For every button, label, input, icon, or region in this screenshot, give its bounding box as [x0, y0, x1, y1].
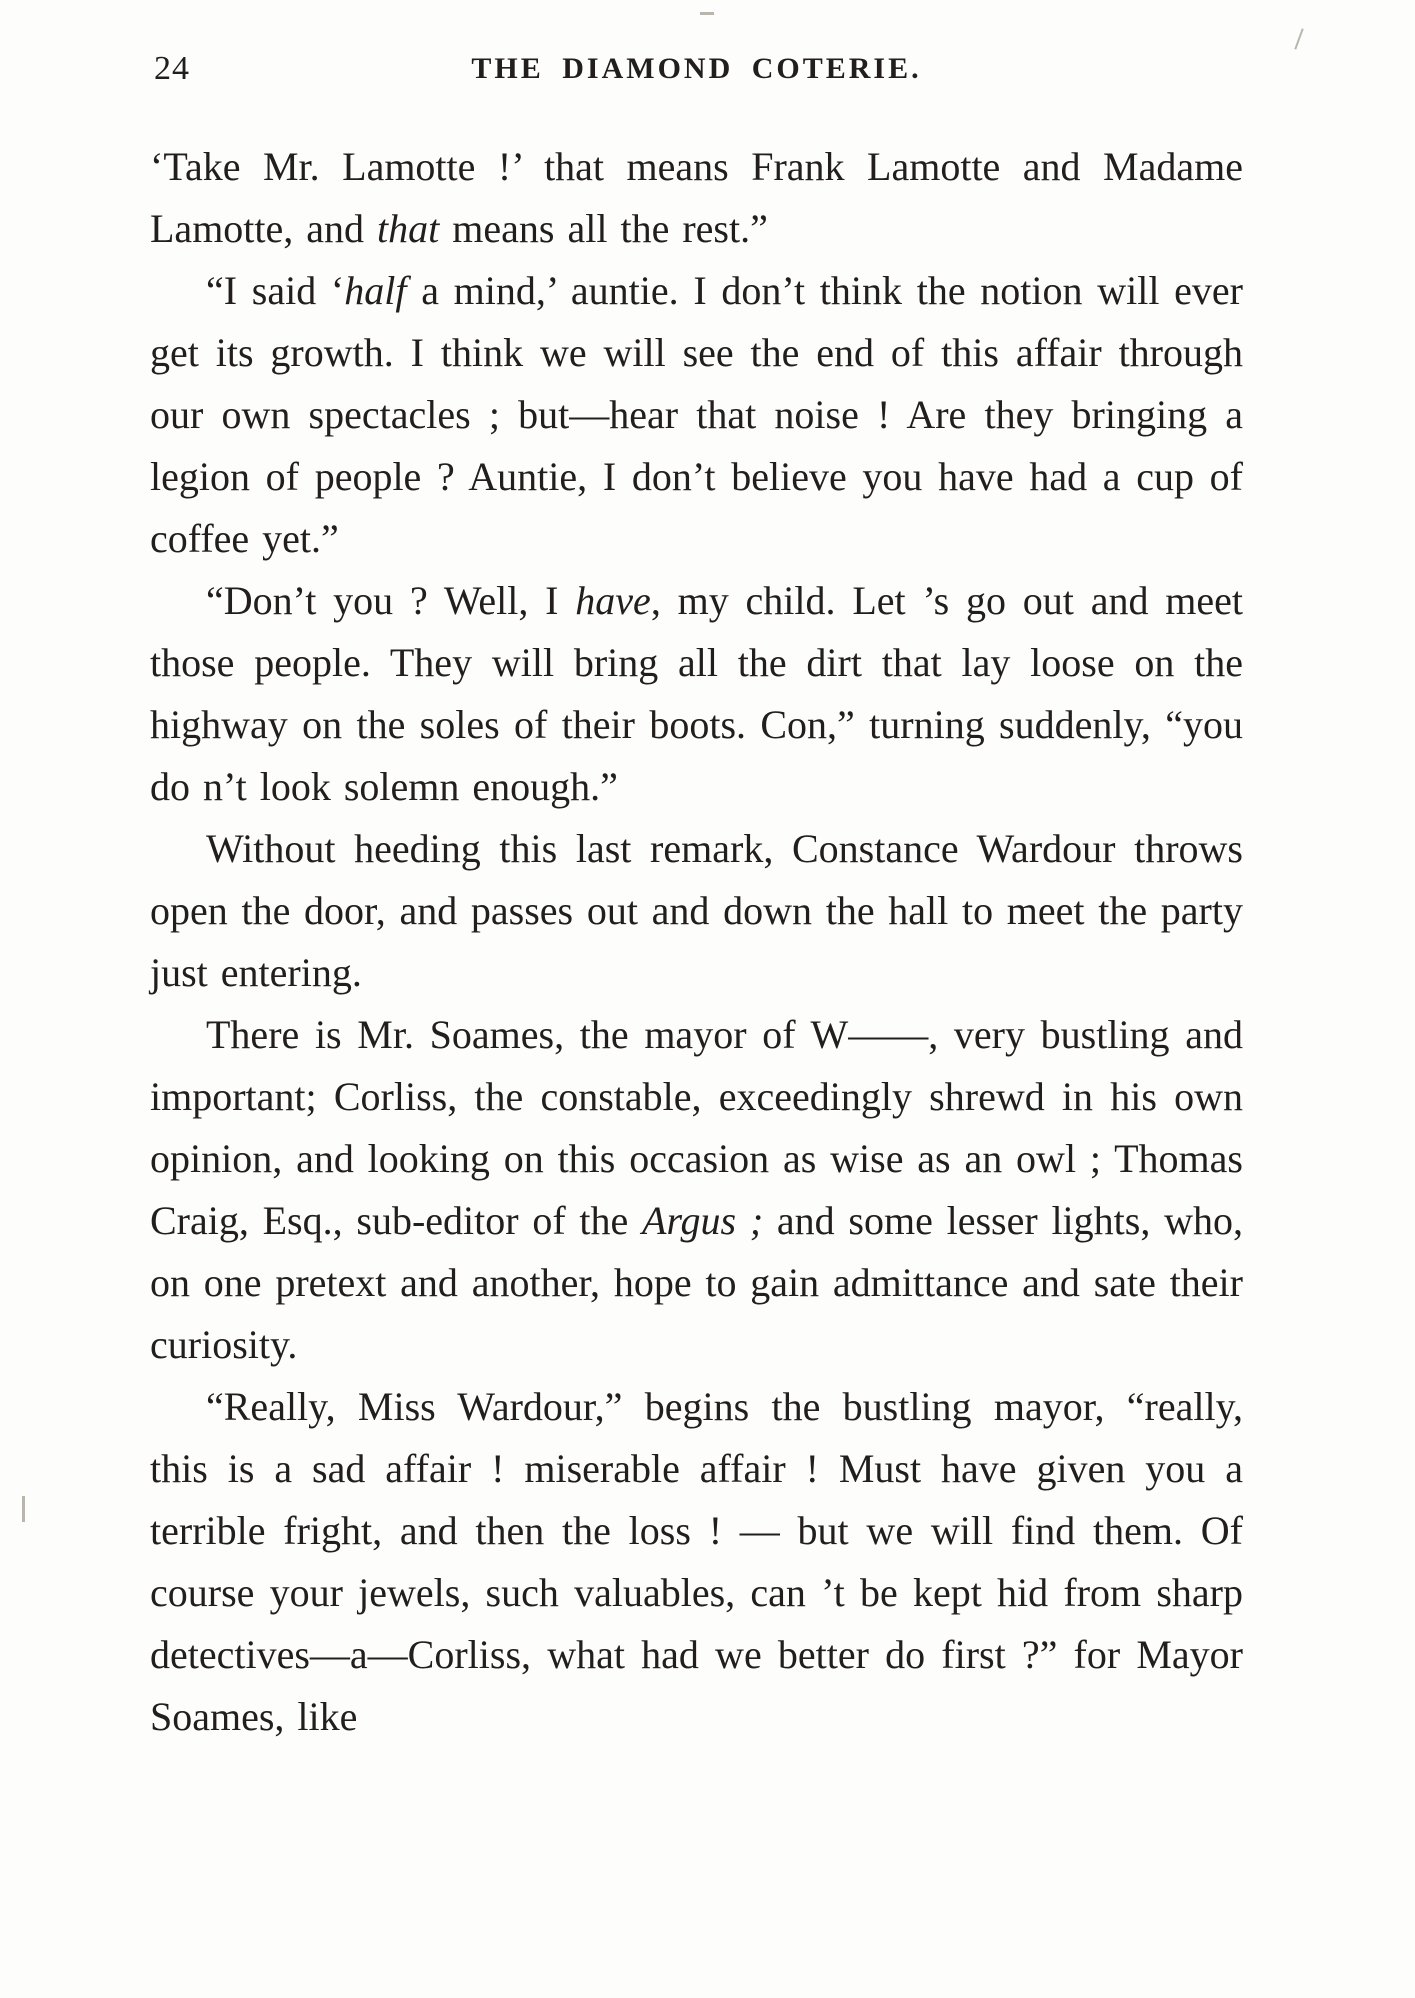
scan-artifact — [700, 12, 714, 15]
page-body — [150, 136, 1243, 1748]
italic-text-run: half — [344, 268, 407, 313]
text-run: “Don’t you ? Well, I — [206, 578, 576, 623]
paragraph — [150, 260, 1243, 570]
paragraph — [150, 1376, 1243, 1748]
text-run: , my child. Let ’s go out and meet those people. They will bring all the dirt that lay loose on the highway on the soles of their boots. Con,” turning suddenly, “you do n’t look solemn enough.” — [150, 578, 1243, 809]
paragraph — [150, 136, 1243, 260]
italic-text-run: that — [377, 206, 440, 251]
paragraph — [150, 818, 1243, 1004]
page-number: 24 — [154, 50, 190, 87]
paragraph — [150, 570, 1243, 818]
text-run: ‘Take Mr. Lamotte !’ that means Frank Lamotte and Madame Lamotte, and — [150, 144, 1243, 251]
running-title: THE DIAMOND COTERIE. — [471, 52, 922, 85]
text-run: means all the rest.” — [439, 206, 768, 251]
italic-text-run: Argus ; — [642, 1198, 764, 1243]
text-run: and some lesser lights, who, on one pretext and another, hope to gain admittance and sate their curiosity. — [150, 1198, 1243, 1367]
page-header — [150, 46, 1243, 94]
paragraph — [150, 1004, 1243, 1376]
text-run: “I said ‘ — [206, 268, 345, 313]
text-run: There is Mr. Soames, the mayor of W——, very bustling and important; Corliss, the constable, exceedingly shrewd in his own opinion, and looking on this occasion as wise as an owl ; Thomas Craig, Esq., sub-editor of the — [150, 1012, 1243, 1243]
scan-artifact — [22, 1496, 25, 1522]
scan-artifact — [1294, 28, 1303, 49]
text-run: a mind,’ auntie. I don’t think the notion will ever get its growth. I think we will see the end of this affair through our own spectacles ; but—hear that noise ! Are they bringing a legion of people ? Auntie, I don’t believe you have had a cup of coffee yet.” — [150, 268, 1244, 561]
italic-text-run: have — [575, 578, 651, 623]
text-run: “Really, Miss Wardour,” begins the bustling mayor, “really, this is a sad affair ! miserable affair ! Must have given you a terrible fright, and then the loss ! — but we will find them. Of course your jewels, such valuables, can ’t be kept hid from sharp detectives—a—Corliss, what had we better do first ?” for Mayor Soames, like — [150, 1384, 1243, 1739]
text-run: Without heeding this last remark, Constance Wardour throws open the door, and passes out and down the hall to meet the party just entering. — [150, 826, 1243, 995]
